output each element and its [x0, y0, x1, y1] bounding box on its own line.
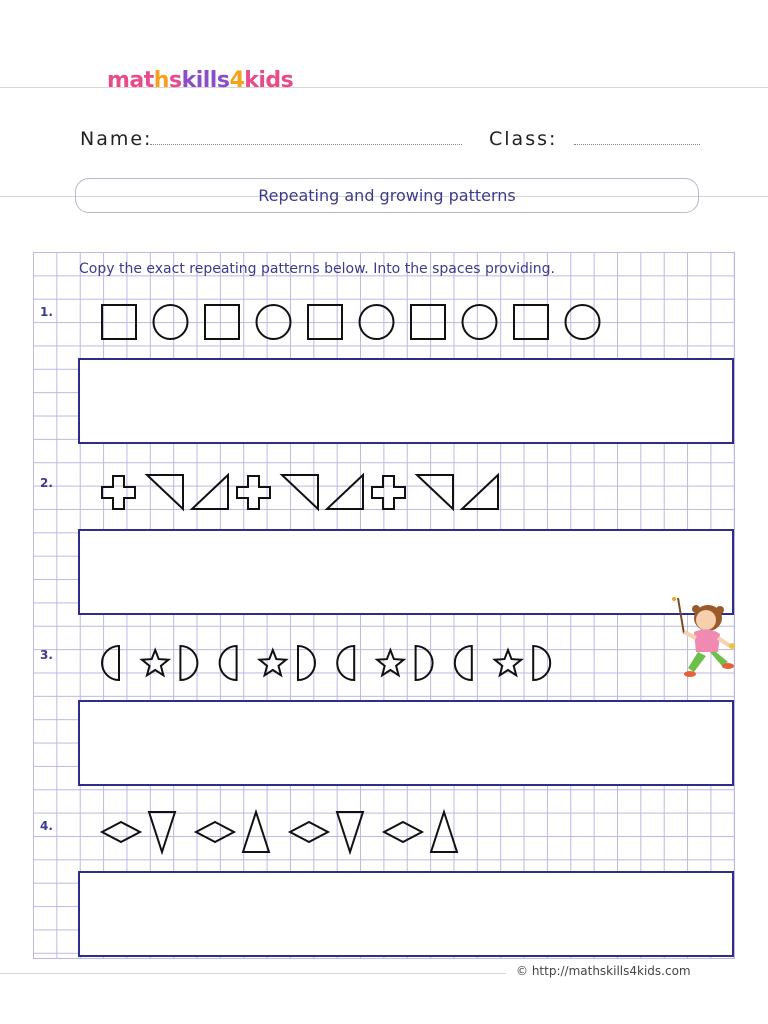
pattern-star	[260, 650, 287, 675]
pattern-rhombus	[290, 822, 328, 842]
pattern-cross	[237, 476, 270, 509]
pattern-half-circle-right	[533, 646, 550, 680]
logo-part: mat	[107, 68, 154, 93]
pattern-rhombus	[196, 822, 234, 842]
pattern-half-circle-right	[180, 646, 197, 680]
pattern-triangle-down	[337, 812, 363, 852]
pattern-circle	[566, 305, 600, 339]
logo-part: kids	[244, 68, 294, 93]
question-number-3: 3.	[40, 648, 53, 662]
pattern-square	[514, 305, 548, 339]
pattern-square	[102, 305, 136, 339]
pattern-triangle-down	[149, 812, 175, 852]
pattern-circle	[360, 305, 394, 339]
pattern-cross	[372, 476, 405, 509]
pattern-triangle-up-right	[327, 475, 363, 509]
pattern-half-circle-left	[455, 646, 472, 680]
question-number-2: 2.	[40, 476, 53, 490]
pattern-square	[205, 305, 239, 339]
logo-part: h	[153, 68, 169, 93]
name-label: Name:	[80, 128, 153, 150]
pattern-circle	[257, 305, 291, 339]
pattern-half-circle-left	[220, 646, 237, 680]
pattern-half-circle-left	[102, 646, 119, 680]
class-label: Class:	[489, 128, 558, 150]
pattern-rhombus	[102, 822, 140, 842]
pattern-triangle-up-right	[462, 475, 498, 509]
pattern-square	[308, 305, 342, 339]
pattern-circle	[154, 305, 188, 339]
pattern-star	[495, 650, 522, 675]
pattern-half-circle-right	[298, 646, 315, 680]
pattern-star	[142, 650, 169, 675]
pattern-triangle-up	[243, 812, 269, 852]
question-number-1: 1.	[40, 305, 53, 319]
pattern-triangle-down-right	[282, 475, 318, 509]
logo-part: 4	[229, 68, 245, 93]
footer-credit: © http://mathskills4kids.com	[516, 964, 691, 978]
pattern-half-circle-left	[337, 646, 354, 680]
pattern-circle	[463, 305, 497, 339]
pattern-star	[377, 650, 404, 675]
worksheet-title-text: Repeating and growing patterns	[258, 186, 516, 205]
pattern-triangle-up	[431, 812, 457, 852]
footer-rule	[0, 973, 506, 974]
pattern-triangle-up-right	[192, 475, 228, 509]
pattern-rhombus	[384, 822, 422, 842]
pattern-triangle-down-right	[417, 475, 453, 509]
pattern-triangle-down-right	[147, 475, 183, 509]
pattern-cross	[102, 476, 135, 509]
instruction-text: Copy the exact repeating patterns below. Into the spaces providing.	[79, 261, 555, 277]
logo-part: s	[168, 68, 182, 93]
girl-illustration-icon	[664, 596, 740, 684]
pattern-half-circle-right	[416, 646, 433, 680]
question-number-4: 4.	[40, 819, 53, 833]
pattern-square	[411, 305, 445, 339]
logo-part: kills	[181, 68, 230, 93]
